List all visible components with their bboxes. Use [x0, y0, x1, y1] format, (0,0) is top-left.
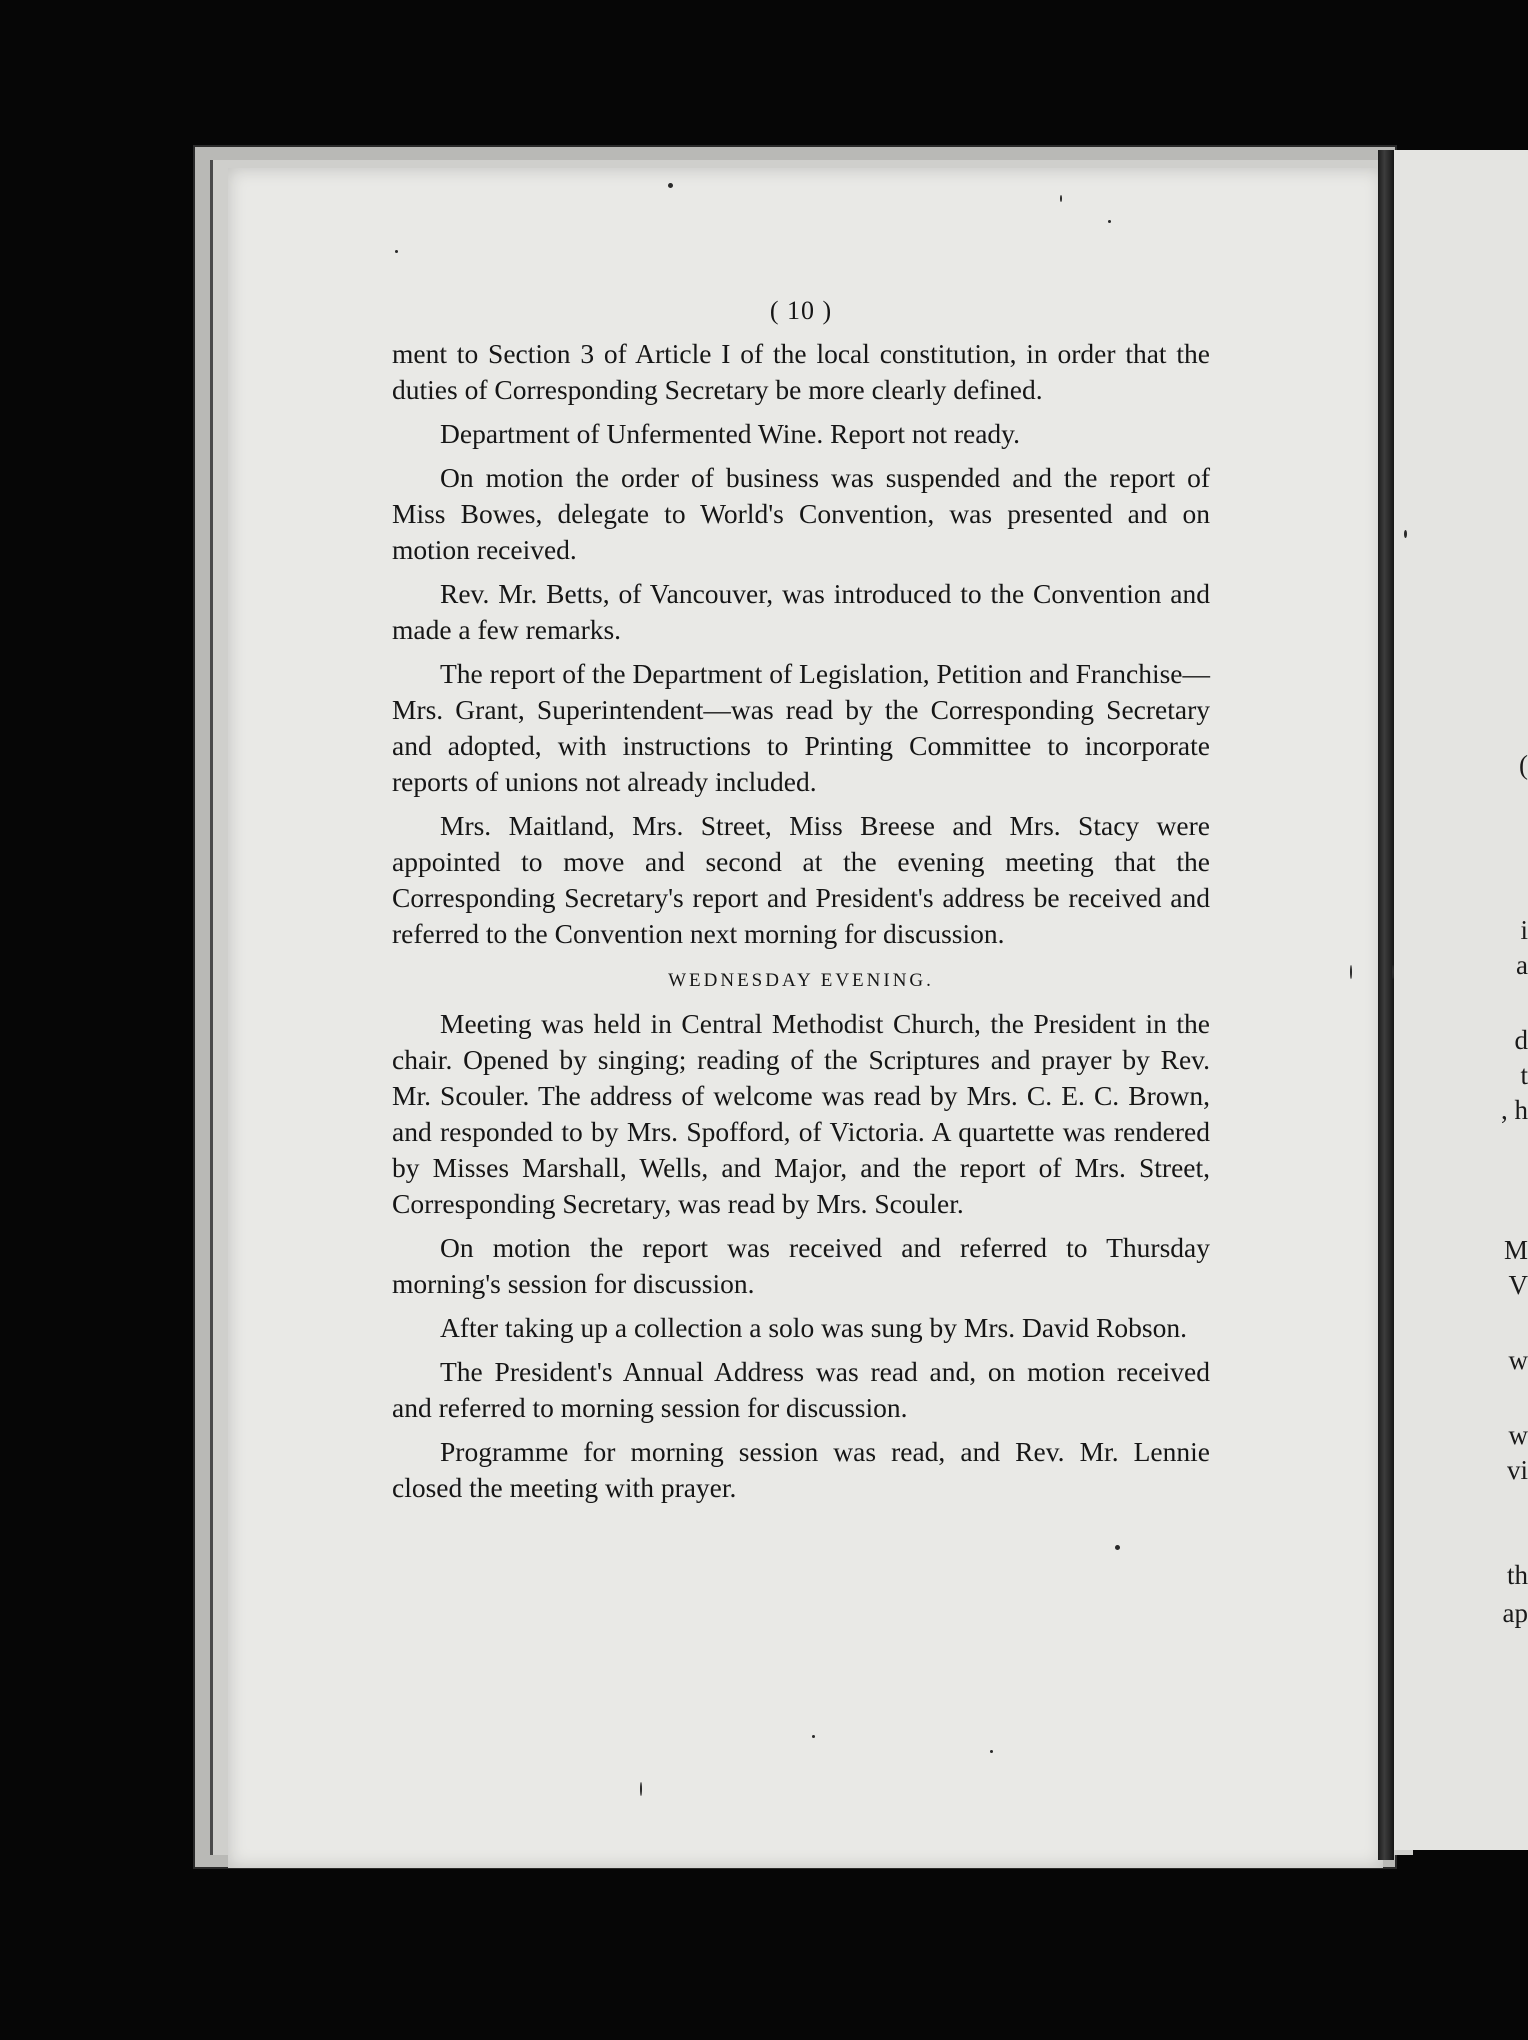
- paragraph: The President's Annual Address was read and, on motion received and referred to morning session for discussion.: [392, 1356, 1210, 1423]
- facing-page: [1394, 150, 1528, 1850]
- section-heading: WEDNESDAY EVENING.: [668, 970, 934, 991]
- facing-fragment: ap: [1502, 1598, 1528, 1628]
- paragraph: The report of the Department of Legislation, Petition and Franchise—Mrs. Grant, Superintendent—was read by the Corresponding Secretary and adopted, with instructions to Printing Committee to incorporate reports of unions not already included.: [392, 658, 1210, 797]
- facing-fragment: vi: [1506, 1455, 1528, 1485]
- book-gutter: [1378, 150, 1394, 1860]
- facing-fragment: i: [1520, 915, 1528, 945]
- facing-fragment: w: [1508, 1420, 1528, 1450]
- page-number: ( 10 ): [769, 296, 833, 325]
- paragraph: Department of Unfermented Wine. Report not ready.: [440, 418, 1021, 449]
- paragraph: Mrs. Maitland, Mrs. Street, Miss Breese and Mrs. Stacy were appointed to move and second at the evening meeting that the Corresponding Secretary's report and President's address be received and referred to the Convention next morning for discussion.: [392, 810, 1210, 949]
- paragraph: On motion the order of business was suspended and the report of Miss Bowes, delegate to World's Convention, was presented and on motion received.: [392, 462, 1210, 565]
- facing-fragment: , h: [1501, 1095, 1528, 1125]
- page-text: [392, 296, 1210, 1514]
- paragraph: After taking up a collection a solo was sung by Mrs. David Robson.: [440, 1312, 1187, 1343]
- paragraph: Programme for morning session was read, and Rev. Mr. Lennie closed the meeting with prayer.: [392, 1436, 1210, 1503]
- facing-fragment: a: [1516, 950, 1528, 980]
- facing-fragment: V: [1508, 1270, 1528, 1300]
- facing-fragment: w: [1508, 1345, 1528, 1375]
- paragraph: Rev. Mr. Betts, of Vancouver, was introduced to the Convention and made a few remarks.: [392, 578, 1210, 645]
- facing-fragment: M: [1503, 1235, 1528, 1265]
- facing-fragment: (: [1519, 750, 1528, 780]
- paragraph: Meeting was held in Central Methodist Church, the President in the chair. Opened by singing; reading of the Scriptures and prayer by Rev. Mr. Scouler. The address of welcome was read by Mrs. C. E. C. Brown, and responded to by Mrs. Spofford, of Victoria. A quartette was rendered by Misses Marshall, Wells, and Major, and the report of Mrs. Street, Corresponding Secretary, was read by Mrs. Scouler.: [392, 1008, 1210, 1219]
- facing-fragment: t: [1520, 1060, 1528, 1090]
- paragraph: ment to Section 3 of Article I of the local constitution, in order that the duties of Corresponding Secretary be more clearly defined.: [392, 338, 1210, 405]
- paragraph: On motion the report was received and referred to Thursday morning's session for discussion.: [392, 1232, 1210, 1299]
- facing-fragment: th: [1506, 1560, 1528, 1590]
- facing-fragment: d: [1514, 1025, 1528, 1055]
